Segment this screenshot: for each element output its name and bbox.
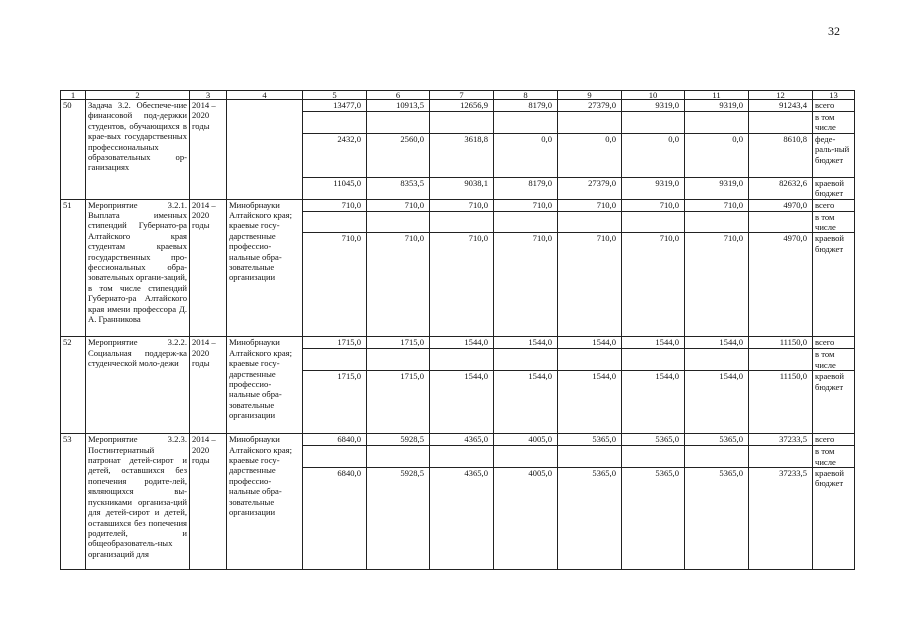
value-cell: 710,0 [494, 233, 558, 337]
value-cell: 6840,0 [303, 434, 367, 446]
table-body [61, 100, 855, 570]
value-cell [685, 211, 749, 233]
value-cell: 1544,0 [430, 337, 494, 349]
value-cell: 27379,0 [558, 177, 622, 199]
value-cell: 2560,0 [367, 133, 430, 177]
funding-source: всего [813, 100, 855, 112]
funding-source: феде-раль-ный бюджет [813, 133, 855, 177]
value-cell: 710,0 [494, 199, 558, 211]
value-cell [494, 446, 558, 468]
table-row [61, 434, 855, 446]
value-cell: 91243,4 [749, 100, 813, 112]
value-cell: 5365,0 [558, 468, 622, 570]
header-cell: 9 [558, 91, 622, 100]
value-cell [558, 211, 622, 233]
value-cell [367, 112, 430, 134]
row-years: 2014 – 2020 годы [190, 100, 227, 200]
row-executor: Минобрнауки Алтайского края; краевые госу-дарственные профессио-нальные обра-зовательные организации [227, 434, 303, 570]
value-cell [749, 112, 813, 134]
value-cell [303, 211, 367, 233]
value-cell [558, 349, 622, 371]
table-row [61, 100, 855, 112]
funding-source: краевой бюджет [813, 177, 855, 199]
value-cell: 9038,1 [430, 177, 494, 199]
funding-source: краевой бюджет [813, 468, 855, 570]
value-cell: 82632,6 [749, 177, 813, 199]
header-cell: 7 [430, 91, 494, 100]
header-cell: 10 [622, 91, 685, 100]
value-cell: 0,0 [558, 133, 622, 177]
funding-source: всего [813, 434, 855, 446]
value-cell [494, 112, 558, 134]
funding-source: в том числе [813, 211, 855, 233]
value-cell [430, 112, 494, 134]
value-cell [622, 446, 685, 468]
value-cell: 12656,9 [430, 100, 494, 112]
value-cell [303, 349, 367, 371]
row-years: 2014 – 2020 годы [190, 337, 227, 434]
table-row [61, 199, 855, 211]
header-row [61, 91, 855, 100]
row-executor: Минобрнауки Алтайского края; краевые госу-дарственные профессио-нальные обра-зовательные организации [227, 199, 303, 337]
value-cell: 1715,0 [303, 337, 367, 349]
value-cell: 710,0 [367, 199, 430, 211]
value-cell: 710,0 [622, 233, 685, 337]
value-cell [558, 112, 622, 134]
funding-source: всего [813, 199, 855, 211]
value-cell: 4005,0 [494, 434, 558, 446]
value-cell [622, 211, 685, 233]
header-cell: 6 [367, 91, 430, 100]
value-cell [367, 349, 430, 371]
value-cell: 5365,0 [622, 434, 685, 446]
value-cell: 1544,0 [558, 337, 622, 349]
value-cell: 0,0 [685, 133, 749, 177]
row-description: Мероприятие 3.2.3. Постинтернатный патронат детей-сирот и детей, оставшихся без попечения родите-лей, являющихся вы-пускниками организа-ций для детей-сирот и детей, оставшихся без попечения родителей, и общеобразователь-ных организаций для [86, 434, 190, 570]
value-cell: 4365,0 [430, 434, 494, 446]
value-cell: 8179,0 [494, 177, 558, 199]
value-cell: 37233,5 [749, 434, 813, 446]
header-cell: 4 [227, 91, 303, 100]
row-description: Мероприятие 3.2.2. Социальная поддерж-ка студенческой моло-дежи [86, 337, 190, 434]
page-number: 32 [828, 24, 840, 38]
value-cell [494, 211, 558, 233]
value-cell: 37233,5 [749, 468, 813, 570]
value-cell: 5928,5 [367, 468, 430, 570]
value-cell: 710,0 [367, 233, 430, 337]
header-cell: 13 [813, 91, 855, 100]
value-cell [303, 446, 367, 468]
value-cell: 3618,8 [430, 133, 494, 177]
value-cell: 710,0 [303, 199, 367, 211]
value-cell: 9319,0 [685, 100, 749, 112]
value-cell [749, 211, 813, 233]
value-cell: 8179,0 [494, 100, 558, 112]
header-cell: 3 [190, 91, 227, 100]
row-years: 2014 – 2020 годы [190, 434, 227, 570]
value-cell [430, 446, 494, 468]
header-cell: 12 [749, 91, 813, 100]
value-cell: 0,0 [622, 133, 685, 177]
value-cell [749, 446, 813, 468]
header-cell: 1 [61, 91, 86, 100]
row-years: 2014 – 2020 годы [190, 199, 227, 337]
value-cell [367, 446, 430, 468]
row-number: 51 [61, 199, 86, 337]
value-cell: 710,0 [685, 233, 749, 337]
value-cell: 4365,0 [430, 468, 494, 570]
value-cell: 1544,0 [685, 337, 749, 349]
header-cell: 11 [685, 91, 749, 100]
value-cell: 4970,0 [749, 233, 813, 337]
value-cell: 1544,0 [685, 371, 749, 434]
value-cell: 2432,0 [303, 133, 367, 177]
value-cell: 710,0 [558, 233, 622, 337]
value-cell: 6840,0 [303, 468, 367, 570]
funding-source: краевой бюджет [813, 371, 855, 434]
header-cell: 8 [494, 91, 558, 100]
value-cell [430, 349, 494, 371]
value-cell [685, 446, 749, 468]
value-cell [494, 349, 558, 371]
value-cell: 9319,0 [685, 177, 749, 199]
value-cell: 710,0 [622, 199, 685, 211]
funding-source: в том числе [813, 112, 855, 134]
value-cell: 27379,0 [558, 100, 622, 112]
value-cell [685, 349, 749, 371]
table-row [61, 337, 855, 349]
row-number: 50 [61, 100, 86, 200]
value-cell: 1544,0 [494, 371, 558, 434]
funding-source: в том числе [813, 446, 855, 468]
value-cell: 11150,0 [749, 371, 813, 434]
value-cell: 1715,0 [367, 337, 430, 349]
value-cell: 5365,0 [685, 434, 749, 446]
header-cell: 2 [86, 91, 190, 100]
funding-source: всего [813, 337, 855, 349]
funding-source: краевой бюджет [813, 233, 855, 337]
value-cell: 1544,0 [622, 337, 685, 349]
row-executor [227, 100, 303, 200]
row-executor: Минобрнауки Алтайского края; краевые госу-дарственные профессио-нальные обра-зовательные организации [227, 337, 303, 434]
value-cell: 9319,0 [622, 177, 685, 199]
value-cell: 1715,0 [367, 371, 430, 434]
value-cell: 0,0 [494, 133, 558, 177]
value-cell: 10913,5 [367, 100, 430, 112]
value-cell [430, 211, 494, 233]
value-cell: 8610,8 [749, 133, 813, 177]
row-number: 53 [61, 434, 86, 570]
value-cell: 710,0 [430, 199, 494, 211]
value-cell [303, 112, 367, 134]
header-cell: 5 [303, 91, 367, 100]
value-cell: 11045,0 [303, 177, 367, 199]
value-cell: 710,0 [303, 233, 367, 337]
value-cell: 710,0 [685, 199, 749, 211]
row-number: 52 [61, 337, 86, 434]
value-cell: 710,0 [430, 233, 494, 337]
value-cell: 1544,0 [494, 337, 558, 349]
value-cell: 13477,0 [303, 100, 367, 112]
value-cell: 9319,0 [622, 100, 685, 112]
value-cell: 1544,0 [622, 371, 685, 434]
value-cell [622, 349, 685, 371]
budget-table [60, 90, 855, 570]
funding-source: в том числе [813, 349, 855, 371]
value-cell [685, 112, 749, 134]
value-cell: 5365,0 [558, 434, 622, 446]
value-cell: 1544,0 [558, 371, 622, 434]
value-cell: 5928,5 [367, 434, 430, 446]
value-cell: 1715,0 [303, 371, 367, 434]
value-cell: 1544,0 [430, 371, 494, 434]
value-cell [367, 211, 430, 233]
value-cell: 8353,5 [367, 177, 430, 199]
row-description: Мероприятие 3.2.1. Выплата именных стипендий Губернато-ра Алтайского края студентам краевых государственных про-фессиональных обра-зовательных органи-заций, в том числе стипендий Губернато-ра Алтайского края имени профессора Д. А. Гранникова [86, 199, 190, 337]
value-cell: 4970,0 [749, 199, 813, 211]
value-cell [749, 349, 813, 371]
value-cell: 11150,0 [749, 337, 813, 349]
value-cell: 5365,0 [685, 468, 749, 570]
value-cell: 710,0 [558, 199, 622, 211]
row-description: Задача 3.2. Обеспече-ние финансовой под-держки студентов, обучающихся в крае-вых государственных профессиональных образовательных ор-ганизациях [86, 100, 190, 200]
value-cell [622, 112, 685, 134]
value-cell: 4005,0 [494, 468, 558, 570]
value-cell: 5365,0 [622, 468, 685, 570]
value-cell [558, 446, 622, 468]
